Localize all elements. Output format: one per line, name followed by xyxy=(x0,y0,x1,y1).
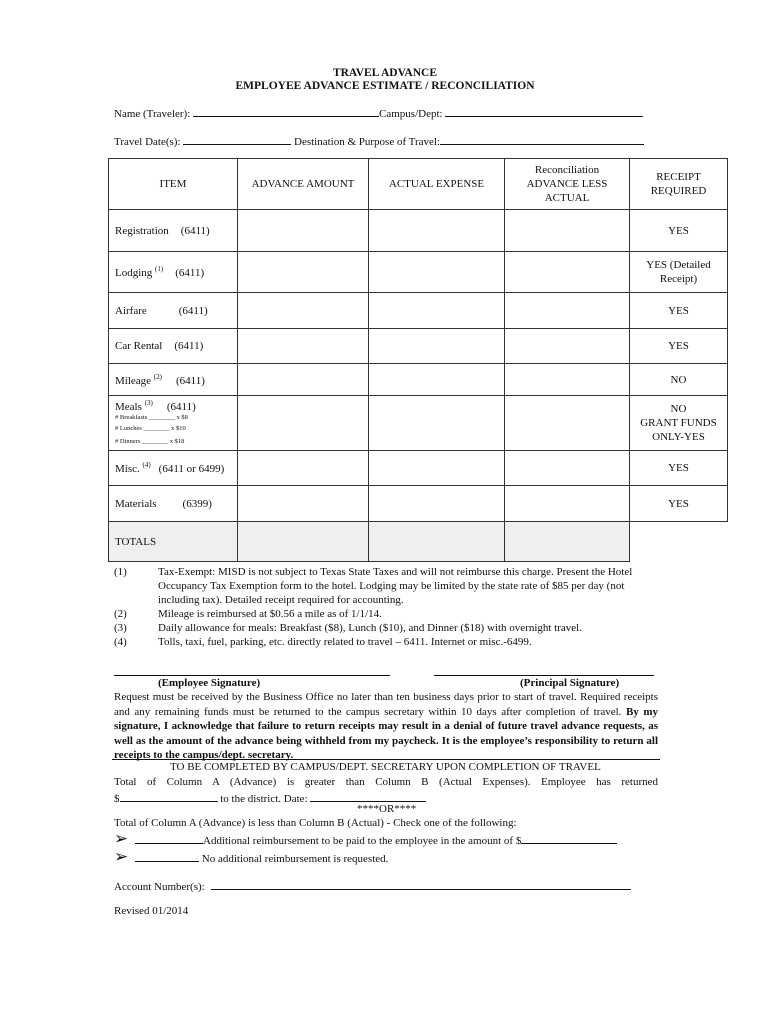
section-divider xyxy=(112,759,660,760)
table-row-registration: Registration (6411) YES xyxy=(109,210,728,252)
dinners-line[interactable]: # Dinners ________ x $18 xyxy=(115,438,185,445)
name-input-line[interactable] xyxy=(193,105,379,117)
footnote: (2) Mileage is reimbursed at $0.56 a mile as of 1/1/14. xyxy=(114,608,382,620)
reconciliation-cell[interactable] xyxy=(505,293,630,329)
receipt-required: YES (Detailed Receipt) xyxy=(630,252,728,293)
arrow-bullet-icon: ➢ xyxy=(114,847,129,867)
receipt-required: YES xyxy=(630,451,728,486)
actual-cell[interactable] xyxy=(369,293,505,329)
name-field[interactable] xyxy=(114,105,643,120)
receipt-required: YES xyxy=(630,486,728,522)
table-row-materials: Materials (6399) YES xyxy=(109,486,728,522)
advance-cell[interactable] xyxy=(238,210,369,252)
total-actual-cell[interactable] xyxy=(369,522,505,562)
returned-amount-field[interactable]: $ to the district. Date: xyxy=(114,790,426,805)
or-separator: ****OR**** xyxy=(357,803,417,815)
option1-check-line[interactable] xyxy=(135,832,203,844)
receipt-required: NO GRANT FUNDS ONLY-YES xyxy=(630,396,728,451)
footnotes xyxy=(114,565,664,649)
actual-cell[interactable] xyxy=(369,451,505,486)
name-label: Name (Traveler): xyxy=(114,108,191,120)
advance-cell[interactable] xyxy=(238,486,369,522)
employee-signature-line[interactable] xyxy=(114,675,390,676)
total-reconciliation-cell[interactable] xyxy=(505,522,630,562)
header-reconciliation: Reconciliation ADVANCE LESS ACTUAL xyxy=(505,159,630,210)
reconciliation-cell[interactable] xyxy=(505,210,630,252)
principal-signature-line[interactable] xyxy=(434,675,654,676)
breakfasts-line[interactable]: # Breakfasts ________ x $8 xyxy=(115,414,188,421)
receipt-required: YES xyxy=(630,210,728,252)
principal-signature-label: (Principal Signature) xyxy=(520,677,620,689)
secretary-heading: TO BE COMPLETED BY CAMPUS/DEPT. SECRETARY UPON COMPLETION OF TRAVEL xyxy=(170,761,601,773)
actual-cell[interactable] xyxy=(369,364,505,396)
form-subtitle: EMPLOYEE ADVANCE ESTIMATE / RECONCILIATION xyxy=(235,80,535,92)
actual-cell[interactable] xyxy=(369,210,505,252)
table-row-lodging: Lodging $^{(1)}$ (6411) YES (Detailed Receipt) xyxy=(109,252,728,293)
table-row-totals xyxy=(109,522,728,562)
table-row-meals: Meals $^{(3)}$ (6411) # Breakfasts ________ x $8 # Lunches ________ x $10 # Dinners ________ x $18 NO GRANT FUNDS ONLY-YES xyxy=(109,396,728,451)
table-row-mileage: Mileage $^{(2)}$ (6411) NO xyxy=(109,364,728,396)
account-number-line[interactable] xyxy=(211,878,631,890)
revision-label: Revised 01/2014 xyxy=(114,905,189,917)
reconciliation-cell[interactable] xyxy=(505,364,630,396)
option-no-reimbursement[interactable]: ➢ No additional reimbursement is requested. xyxy=(114,847,389,867)
header-advance: ADVANCE AMOUNT xyxy=(238,159,369,210)
reconciliation-cell[interactable] xyxy=(505,486,630,522)
advance-cell[interactable] xyxy=(238,293,369,329)
advance-cell[interactable] xyxy=(238,364,369,396)
actual-cell[interactable] xyxy=(369,252,505,293)
form-title: TRAVEL ADVANCE xyxy=(332,67,438,79)
secretary-line-3: Total of Column A (Advance) is less than Column B (Actual) - Check one of the following: xyxy=(114,817,517,829)
travel-dates-input-line[interactable] xyxy=(183,133,291,145)
header-actual: ACTUAL EXPENSE xyxy=(369,159,505,210)
lunches-line[interactable]: # Lunches ________ x $10 xyxy=(115,425,186,432)
option-additional-reimbursement[interactable]: ➢ Additional reimbursement to be paid to the employee in the amount of $ xyxy=(114,829,617,849)
actual-cell[interactable] xyxy=(369,486,505,522)
table-row-car-rental: Car Rental (6411) YES xyxy=(109,329,728,364)
expense-table xyxy=(108,158,728,562)
table-header-row xyxy=(109,159,728,210)
header-receipt: RECEIPT REQUIRED xyxy=(630,159,728,210)
campus-input-line[interactable] xyxy=(445,105,643,117)
return-date-line[interactable] xyxy=(310,790,426,802)
employee-signature-label: (Employee Signature) xyxy=(158,677,261,689)
account-number-field[interactable]: Account Number(s): xyxy=(114,878,631,893)
option2-check-line[interactable] xyxy=(135,850,199,862)
advance-cell[interactable] xyxy=(238,329,369,364)
totals-label: TOTALS xyxy=(109,522,238,562)
reconciliation-cell[interactable] xyxy=(505,329,630,364)
secretary-line-1: Total of Column A (Advance) is greater than Column B (Actual Expenses). Employee has returned xyxy=(114,776,658,788)
arrow-bullet-icon: ➢ xyxy=(114,829,129,849)
receipt-required: NO xyxy=(630,364,728,396)
travel-dates-label: Travel Date(s): xyxy=(114,136,181,148)
reimbursement-amount-line[interactable] xyxy=(521,832,617,844)
table-row-airfare: Airfare (6411) YES xyxy=(109,293,728,329)
reconciliation-cell[interactable] xyxy=(505,451,630,486)
campus-label: Campus/Dept: xyxy=(379,108,443,120)
policy-paragraph: Request must be received by the Business Office no later than ten business days prior to start of travel. Required receipts and any remaining funds must be returned to the campus secretary within 10 days after completion of travel. By my signature, I acknowledge that failure to return receipts may result in a denial of future travel advance requests, as well as the amount of the advance being withheld from my paycheck. It is the employee’s responsibility to return all receipts to the campus/dept. secretary. xyxy=(114,691,659,761)
travel-dates-field[interactable] xyxy=(114,133,644,148)
header-item: ITEM xyxy=(109,159,238,210)
destination-input-line[interactable] xyxy=(440,133,644,145)
returned-amount-line[interactable] xyxy=(120,790,218,802)
advance-cell[interactable] xyxy=(238,396,369,451)
receipt-required: YES xyxy=(630,329,728,364)
footnote: (3) Daily allowance for meals: Breakfast ($8), Lunch ($10), and Dinner ($18) with overnight travel. xyxy=(114,622,582,634)
reconciliation-cell[interactable] xyxy=(505,252,630,293)
actual-cell[interactable] xyxy=(369,329,505,364)
reconciliation-cell[interactable] xyxy=(505,396,630,451)
total-advance-cell[interactable] xyxy=(238,522,369,562)
footnote: (1) Tax-Exempt: MISD is not subject to Texas State Taxes and will not reimburse this charge. Present the Hotel Occupancy Tax Exemption form to the hotel. Lodging may be limited by the state rate of $85 per day (not including tax). Detailed receipt required for accounting. xyxy=(114,566,633,606)
advance-cell[interactable] xyxy=(238,451,369,486)
destination-label: Destination & Purpose of Travel: xyxy=(294,136,441,148)
advance-cell[interactable] xyxy=(238,252,369,293)
table-row-misc: Misc. $^{(4)}$ (6411 or 6499) YES xyxy=(109,451,728,486)
receipt-required: YES xyxy=(630,293,728,329)
footnote: (4) Tolls, taxi, fuel, parking, etc. directly related to travel – 6411. Internet or misc.-6499. xyxy=(114,636,532,648)
actual-cell[interactable] xyxy=(369,396,505,451)
